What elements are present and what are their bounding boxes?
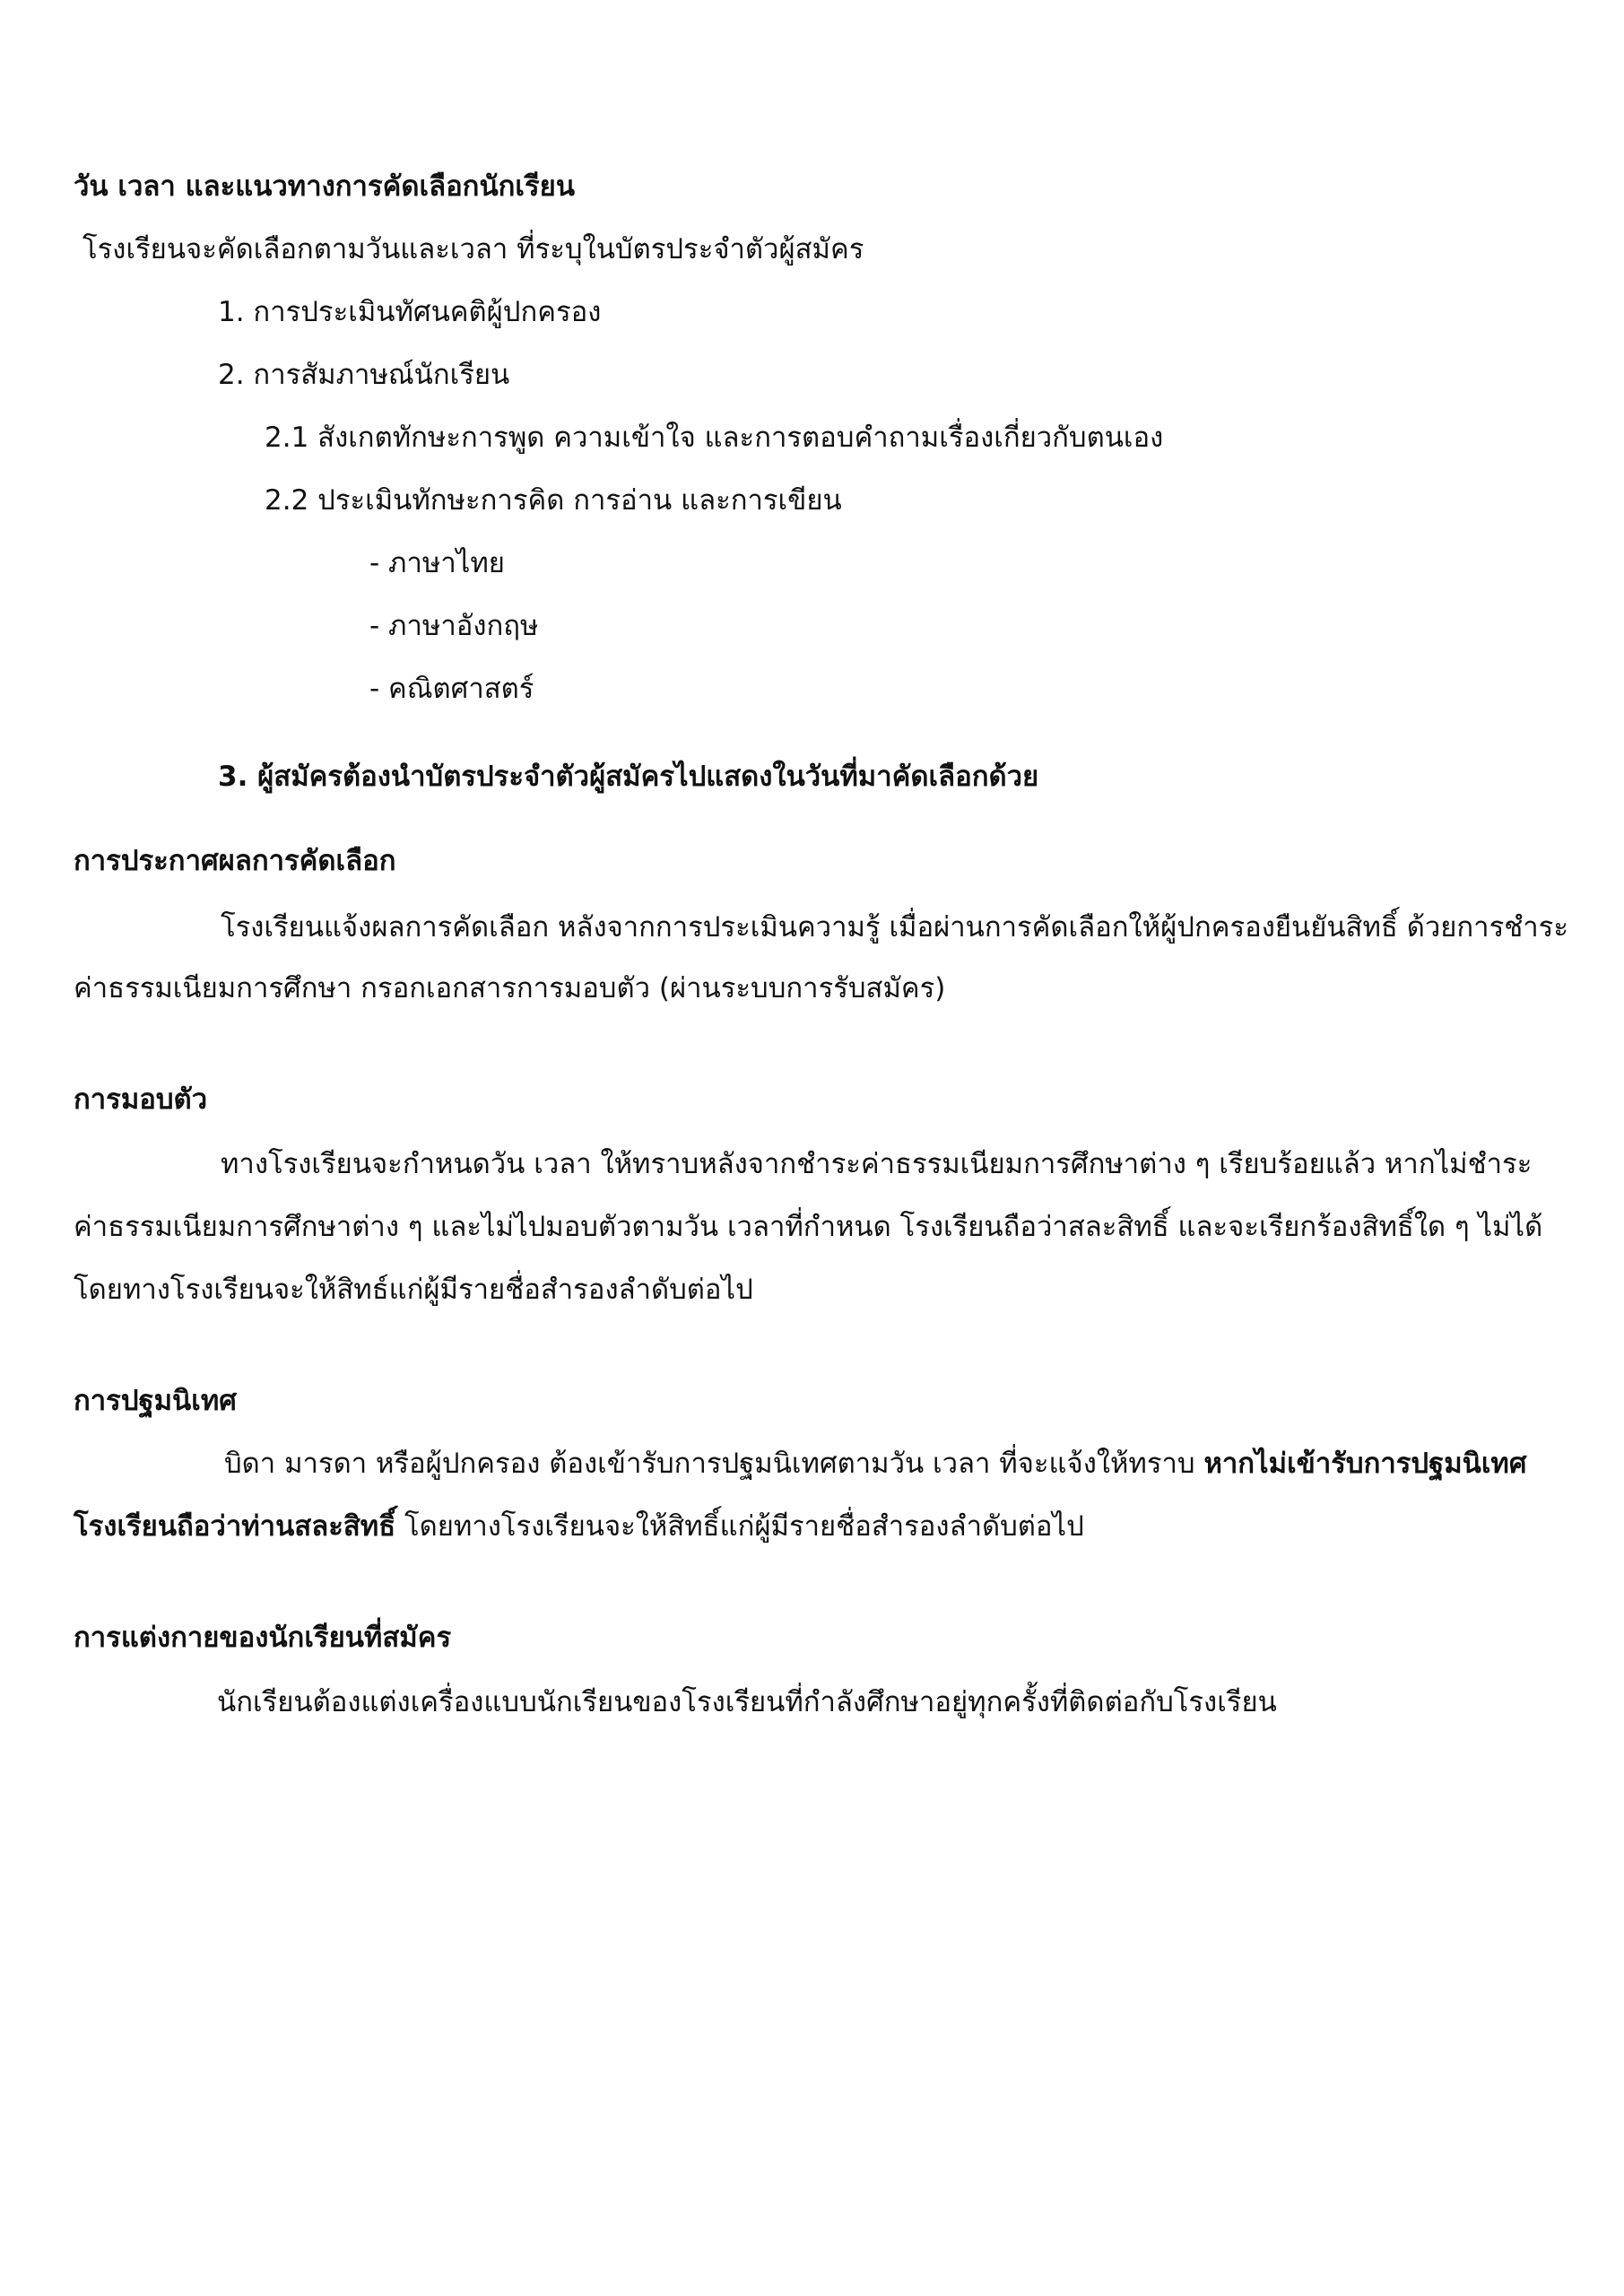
selection-subject-thai: - ภาษาไทย [369,547,505,579]
announcement-line-1: โรงเรียนแจ้งผลการคัดเลือก หลังจากการประเมินความรู้ เมื่อผ่านการคัดเลือกให้ผู้ปกครองยืนยันสิทธิ์ ด้วยการชำระ [221,911,1568,944]
orientation-line-1-normal: บิดา มารดา หรือผู้ปกครอง ต้องเข้ารับการปฐมนิเทศตามวัน เวลา ที่จะแจ้งให้ทราบ [224,1448,1204,1480]
selection-subject-english: - ภาษาอังกฤษ [369,610,539,642]
selection-subject-math: - คณิตศาสตร์ [369,673,534,705]
selection-intro: โรงเรียนจะคัดเลือกตามวันและเวลา ที่ระบุในบัตรประจำตัวผู้สมัคร [83,233,864,265]
orientation-line-2-normal: โดยทางโรงเรียนจะให้สิทธิ์แก่ผู้มีรายชื่อสำรองลำดับต่อไป [395,1510,1084,1543]
orientation-line-1 [224,1444,1527,1483]
selection-heading: วัน เวลา และแนวทางการคัดเลือกนักเรียน [74,170,576,203]
dress-heading: การแต่งกายของนักเรียนที่สมัคร [74,1622,452,1654]
enrollment-line-1: ทางโรงเรียนจะกำหนดวัน เวลา ให้ทราบหลังจากชำระค่าธรรมเนียมการศึกษาต่าง ๆ เรียบร้อยแล้ว หากไม่ชำระ [221,1148,1533,1180]
enrollment-line-2: ค่าธรรมเนียมการศึกษาต่าง ๆ และไม่ไปมอบตัวตามวัน เวลาที่กำหนด โรงเรียนถือว่าสละสิทธิ์ และจะเรียกร้องสิทธิ์ใด ๆ ไม่ได้ [74,1211,1543,1243]
selection-item-2-1: 2.1 สังเกตทักษะการพูด ความเข้าใจ และการตอบคำถามเรื่องเกี่ยวกับตนเอง [265,422,1164,454]
announcement-heading: การประกาศผลการคัดเลือก [74,845,396,877]
orientation-heading: การปฐมนิเทศ [74,1385,237,1417]
announcement-line-2: ค่าธรรมเนียมการศึกษา กรอกเอกสารการมอบตัว (ผ่านระบบการรับสมัคร) [74,972,946,1004]
orientation-line-1-bold: หากไม่เข้ารับการปฐมนิเทศ [1203,1448,1527,1480]
enrollment-line-3: โดยทางโรงเรียนจะให้สิทธ์แก่ผู้มีรายชื่อสำรองลำดับต่อไป [74,1274,753,1306]
orientation-line-2 [74,1507,1084,1546]
selection-item-1: 1. การประเมินทัศนคติผู้ปกครอง [218,296,602,328]
orientation-line-2-bold: โรงเรียนถือว่าท่านสละสิทธิ์ [74,1510,396,1543]
selection-item-2: 2. การสัมภาษณ์นักเรียน [218,359,510,391]
enrollment-heading: การมอบตัว [74,1083,208,1116]
selection-item-3: 3. ผู้สมัครต้องนำบัตรประจำตัวผู้สมัครไปแสดงในวันที่มาคัดเลือกด้วย [218,761,1039,793]
dress-line-1: นักเรียนต้องแต่งเครื่องแบบนักเรียนของโรงเรียนที่กำลังศึกษาอยู่ทุกครั้งที่ติดต่อกับโรงเรียน [217,1686,1277,1718]
selection-item-2-2: 2.2 ประเมินทักษะการคิด การอ่าน และการเขียน [265,484,842,517]
